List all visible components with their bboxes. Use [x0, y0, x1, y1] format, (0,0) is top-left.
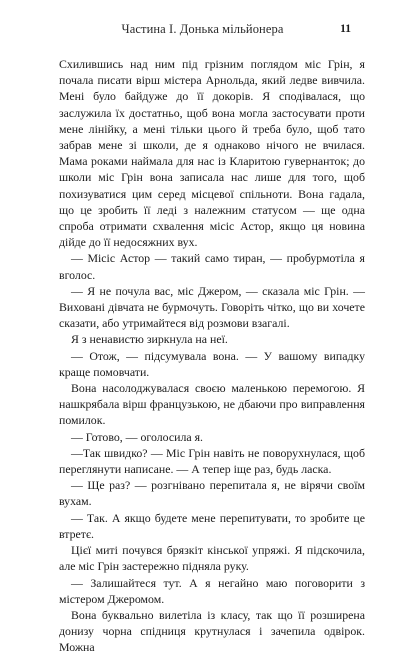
paragraph: — Отож, — підсумувала вона. — У вашому випадку краще помовчати. [59, 348, 365, 379]
paragraph: — Так. А якщо будете мене перепитувати, то зробите це втретє. [59, 510, 365, 541]
paragraph: Схилившись над ним під грізним поглядом міс Грін, я почала писати вірш містера Арнольда, який ледве вивчила. Мені було байдуже до її докорів. Я сподівалася, що заслужила їх достатньо, щоб вона могла застосувати проти мене лінійку, а мені тільки цього й треба було, щоб тато забрав мене зі школи, де я однаково нічого не вчилася. Мама роками наймала для нас із Кларитою гувернанток; до школи міс Грін вона записала нас лише для того, щоб похизуватися цим серед місцевої спільноти. Вона гадала, що це зробить її леді з належним статусом — ще одна спроба отримати схвалення місіс Астор, якщо ця новина дійде до її недосяжних вух. [59, 57, 365, 250]
paragraph: — Готово, — оголосила я. [71, 429, 203, 444]
paragraph: — Місіс Астор — такий само тиран, — пробурмотіла я вголос. [59, 251, 365, 282]
paragraph: — Залишайтеся тут. А я негайно маю поговорити з містером Джеромом. [59, 575, 365, 606]
body-text [59, 56, 365, 656]
paragraph: — Я не почула вас, міс Джером, — сказала міс Грін. — Виховані дівчата не бурмочуть. Говоріть чітко, що ви хочете сказати, або утримайтеся від розмови взагалі. [59, 283, 365, 331]
paragraph: Цієї миті почувся брязкіт кінської упряжі. Я підскочила, але міс Грін застережно підняла руку. [59, 543, 365, 574]
paragraph: — Ще раз? — розгнівано перепитала я, не вірячи своїм вухам. [59, 478, 365, 509]
running-title: Частина I. Донька мільйонера [121, 22, 284, 36]
paragraph: Вона буквально вилетіла із класу, так що її розширена донизу чорна спідниця крутнулася і зачепила одвірок. Можна [59, 607, 365, 655]
paragraph: —Так швидко? — Міс Грін навіть не поворухнулася, щоб переглянути написане. — А тепер іще раз, будь ласка. [59, 445, 365, 477]
page-number: 11 [340, 23, 351, 35]
running-header [0, 22, 405, 42]
paragraph: Я з ненавистю зиркнула на неї. [71, 332, 228, 347]
paragraph: Вона насолоджувалася своєю маленькою перемогою. Я нашкрябала вірш французькою, не дбаючи про виправлення помилок. [59, 381, 365, 428]
